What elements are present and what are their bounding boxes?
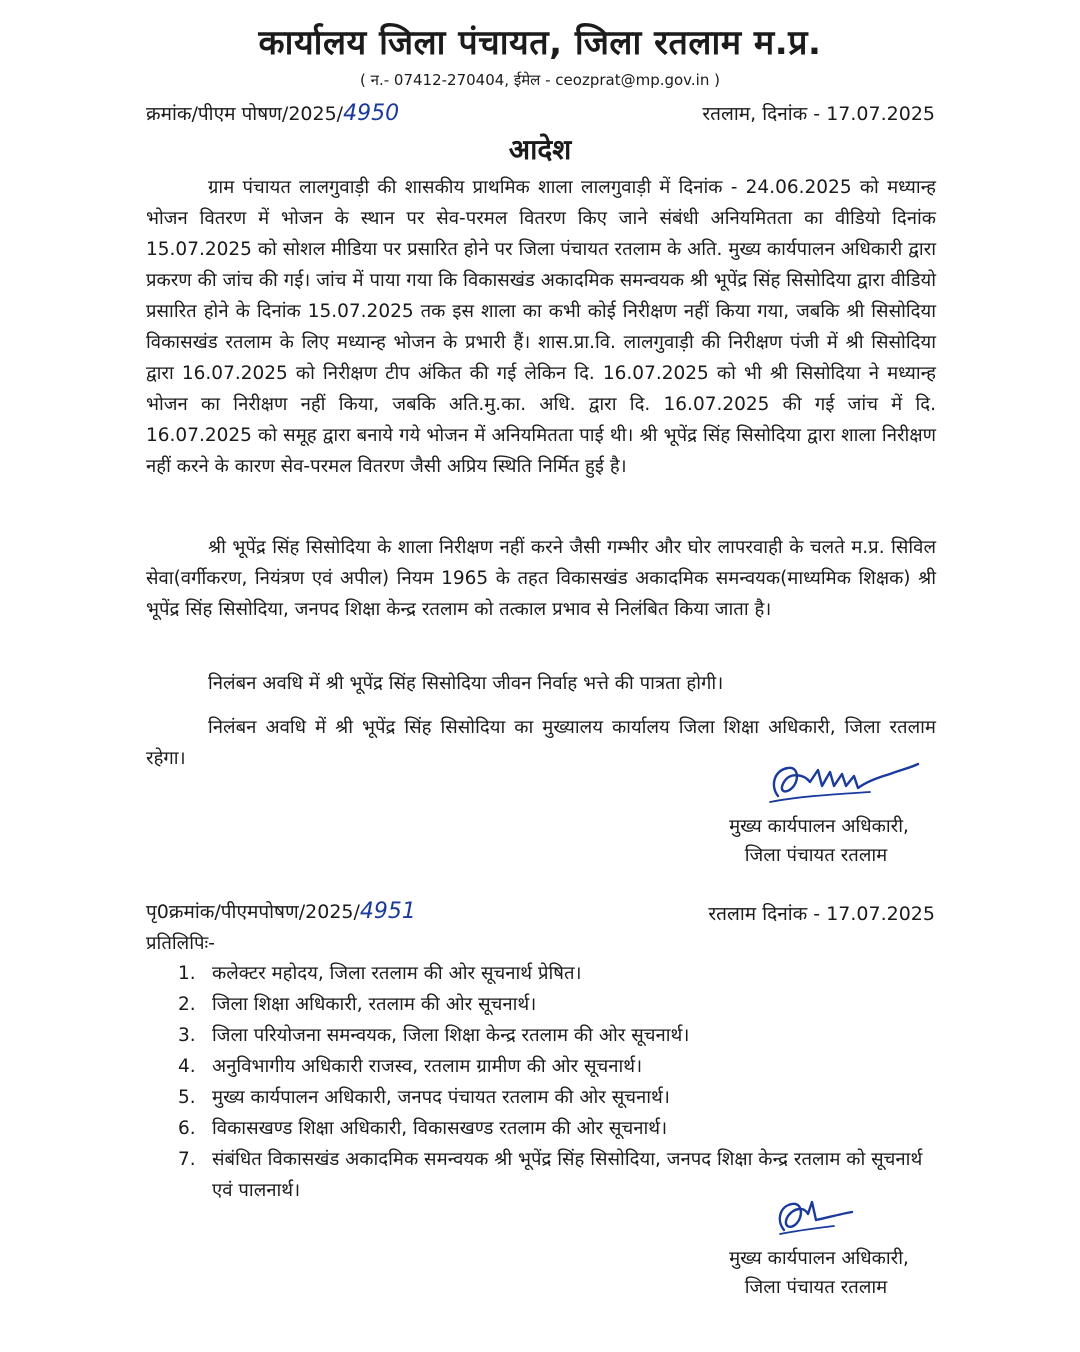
list-item	[178, 1113, 948, 1144]
office-title: कार्यालय जिला पंचायत, जिला रतलाम म.प्र.	[258, 23, 822, 63]
order-reference	[146, 100, 399, 126]
order-heading: आदेश	[508, 133, 572, 166]
list-item-number: 5.	[178, 1087, 196, 1108]
list-item-number: 3.	[178, 1025, 196, 1046]
copy-recipient-list	[178, 958, 948, 1206]
copy-reference	[146, 898, 416, 924]
list-item	[178, 958, 948, 989]
list-item-number: 6.	[178, 1118, 196, 1139]
signatory-title: मुख्य कार्यपालन अधिकारी,	[729, 816, 909, 837]
list-item-text: जिला परियोजना समन्वयक, जिला शिक्षा केन्द्र रतलाम की ओर सूचनार्थ।	[212, 1025, 690, 1046]
order-paragraph-3	[146, 668, 936, 699]
list-item-text: अनुविभागीय अधिकारी राजस्व, रतलाम ग्रामीण की ओर सूचनार्थ।	[212, 1056, 643, 1077]
list-item	[178, 1020, 948, 1051]
signatory-office: जिला पंचायत रतलाम	[744, 845, 888, 866]
signature-image	[700, 756, 960, 812]
list-item-number: 4.	[178, 1056, 196, 1077]
copy-label: प्रतिलिपिः-	[146, 933, 215, 954]
order-paragraph-1	[146, 172, 936, 482]
list-item-number: 2.	[178, 994, 196, 1015]
order-date: रतलाम, दिनांक - 17.07.2025	[702, 103, 935, 125]
list-item-text: संबंधित विकासखंड अकादमिक समन्वयक श्री भूपेंद्र सिंह सिसोदिया, जनपद शिक्षा केन्द्र रतलाम को सूचनार्थ एवं पालनार्थ।	[212, 1149, 923, 1201]
list-item-text: मुख्य कार्यपालन अधिकारी, जनपद पंचायत रतलाम की ओर सूचनार्थ।	[212, 1087, 670, 1108]
copy-signature-block	[700, 1190, 960, 1302]
order-signature-block	[700, 756, 960, 870]
list-item	[178, 1051, 948, 1082]
order-paragraph-2-text: श्री भूपेंद्र सिंह सिसोदिया के शाला निरीक्षण नहीं करने जैसी गम्भीर और घोर लापरवाही के चलते म.प्र. सिविल सेवा(वर्गीकरण, नियंत्रण एवं अपील) नियम 1965 के तहत विकासखंड अकादमिक समन्वयक(माध्यमिक शिक्षक) श्री भूपेंद्र सिंह सिसोदिया, जनपद शिक्षा केन्द्र रतलाम को तत्काल प्रभाव से निलंबित किया जाता है।	[146, 537, 936, 620]
list-item-text: जिला शिक्षा अधिकारी, रतलाम की ओर सूचनार्थ।	[212, 994, 537, 1015]
signatory-title: मुख्य कार्यपालन अधिकारी,	[729, 1248, 909, 1269]
list-item-number: 7.	[178, 1149, 196, 1170]
order-paragraph-1-text: ग्राम पंचायत लालगुवाड़ी की शासकीय प्राथमिक शाला लालगुवाड़ी में दिनांक - 24.06.2025 को मध्यान्ह भोजन वितरण में भोजन के स्थान पर सेव-परमल वितरण किए जाने संबंधी अनियमितता का वीडियो दिनांक 15.07.2025 को सोशल मीडिया पर प्रसारित होने पर जिला पंचायत रतलाम के अति. मुख्य कार्यपालन अधिकारी द्वारा प्रकरण की जांच की गई। जांच में पाया गया कि विकासखंड अकादमिक समन्वयक श्री भूपेंद्र सिंह सिसोदिया द्वारा वीडियो प्रसारित होने के दिनांक 15.07.2025 तक इस शाला का कभी कोई निरीक्षण नहीं किया गया, जबकि श्री सिसोदिया विकासखंड रतलाम के लिए मध्यान्ह भोजन के प्रभारी हैं। शास.प्रा.वि. लालगुवाड़ी की निरीक्षण पंजी में श्री सिसोदिया द्वारा 16.07.2025 को निरीक्षण टीप अंकित की गई लेकिन दि. 16.07.2025 को भी श्री सिसोदिया ने मध्यान्ह भोजन का निरीक्षण नहीं किया, जबकि अति.मु.का. अधि. द्वारा दि. 16.07.2025 की गई जांच में दि. 16.07.2025 को समूह द्वारा बनाये गये भोजन में अनियमितता पाई थी। श्री भूपेंद्र सिंह सिसोदिया द्वारा शाला निरीक्षण नहीं करने के कारण सेव-परमल वितरण जैसी अप्रिय स्थिति निर्मित हुई है।	[146, 177, 936, 477]
order-paragraph-3-text: निलंबन अवधि में श्री भूपेंद्र सिंह सिसोदिया जीवन निर्वाह भत्ते की पात्रता होगी।	[208, 673, 724, 694]
list-item-text: विकासखण्ड शिक्षा अधिकारी, विकासखण्ड रतलाम की ओर सूचनार्थ।	[212, 1118, 668, 1139]
list-item	[178, 1082, 948, 1113]
order-ref-number-handwritten: 4950	[343, 101, 400, 126]
signatory-office: जिला पंचायत रतलाम	[744, 1277, 888, 1298]
copy-ref-number-handwritten: 4951	[359, 899, 416, 924]
list-item	[178, 989, 948, 1020]
list-item-text: कलेक्टर महोदय, जिला रतलाम की ओर सूचनार्थ प्रेषित।	[212, 963, 582, 984]
copy-date: रतलाम दिनांक - 17.07.2025	[708, 903, 935, 925]
signature-image	[700, 1190, 960, 1244]
order-paragraph-2	[146, 532, 936, 625]
list-item-number: 1.	[178, 963, 196, 984]
order-paragraph-4-text: निलंबन अवधि में श्री भूपेंद्र सिंह सिसोदिया का मुख्यालय कार्यालय जिला शिक्षा अधिकारी, जिला रतलाम रहेगा।	[146, 717, 936, 769]
order-ref-prefix: क्रमांक/पीएम पोषण/2025/	[146, 103, 344, 125]
copy-ref-prefix: पृ0क्रमांक/पीएमपोषण/2025/	[146, 901, 360, 923]
contact-line: ( न.- 07412-270404, ईमेल - ceozprat@mp.gov.in )	[360, 71, 720, 89]
